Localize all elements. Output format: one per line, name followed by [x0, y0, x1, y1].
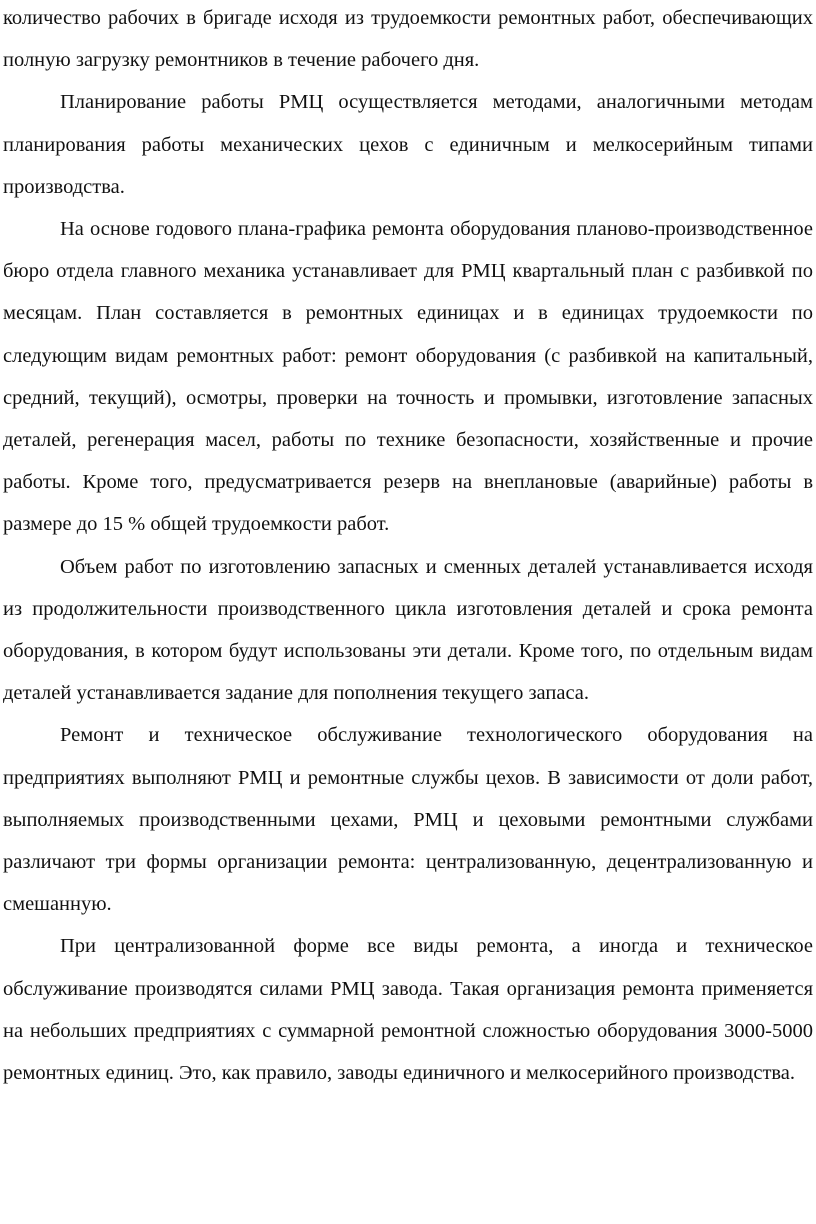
paragraph-spare-parts: Объем работ по изготовлению запасных и сменных деталей устанавливается исходя из продолжительности производственного цикла изготовления деталей и срока ремонта оборудования, в котором будут использованы эти детали. Кроме того, по отдельным видам деталей устанавливается задание для пополнения текущего запаса. [3, 555, 813, 705]
paragraph-repair-forms: Ремонт и техническое обслуживание технологического оборудования на предприятиях выполняют РМЦ и ремонтные службы цехов. В зависимости от доли работ, выполняемых производственными цехами, РМЦ и цеховыми ремонтными службами различают три формы организации ремонта: централизованную, децентрализованную и смешанную. [3, 724, 813, 916]
paragraph-planning: Планирование работы РМЦ осуществляется методами, аналогичными методам планирования работы механических цехов с единичным и мелкосерийным типами производства. [3, 91, 813, 198]
paragraph-centralized-form: При централизованной форме все виды ремонта, а иногда и техническое обслуживание производятся силами РМЦ завода. Такая организация ремонта применяется на небольших предприятиях с суммарной ремонтной сложностью оборудования 3000-5000 ремонтных единиц. Это, как правило, заводы единичного и мелкосерийного производства. [3, 935, 813, 1085]
paragraph-continued: количество рабочих в бригаде исходя из трудоемкости ремонтных работ, обеспечивающих полную загрузку ремонтников в течение рабочего дня. [3, 7, 813, 72]
paragraph-quarterly-plan: На основе годового плана-графика ремонта оборудования планово-производственное бюро отдела главного механика устанавливает для РМЦ квартальный план с разбивкой по месяцам. План составляется в ремонтных единицах и в единицах трудоемкости по следующим видам ремонтных работ: ремонт оборудования (с разбивкой на капитальный, средний, текущий), осмотры, проверки на точность и промывки, изготовление запасных деталей, регенерация масел, работы по технике безопасности, хозяйственные и прочие работы. Кроме того, предусматривается резерв на внеплановые (аварийные) работы в размере до 15 % общей трудоемкости работ. [3, 218, 813, 536]
